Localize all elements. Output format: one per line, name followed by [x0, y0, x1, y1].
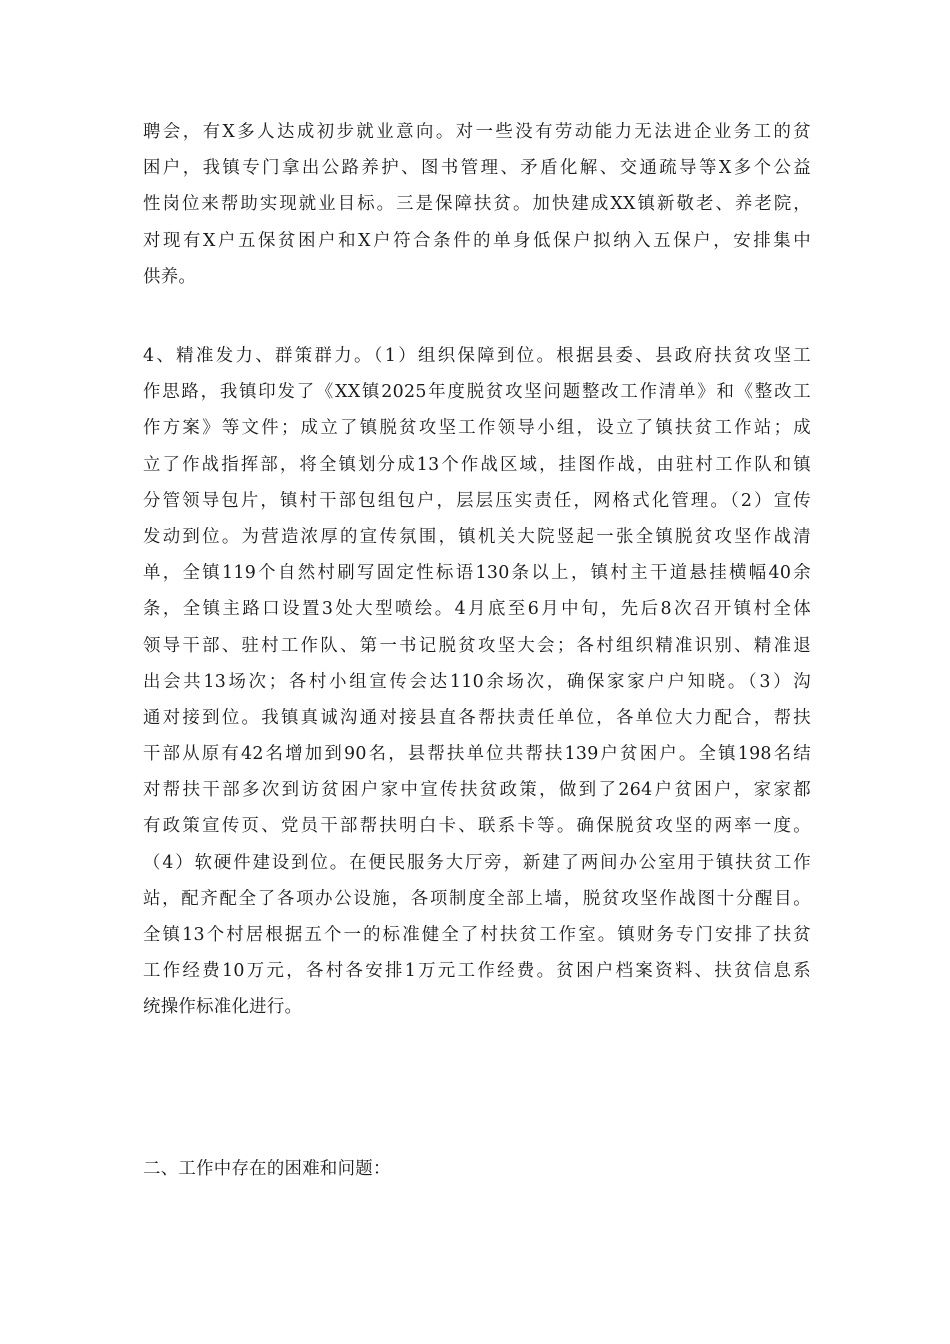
- text-line: 出会共13场次；各村小组宣传会达110余场次，确保家家户户知晓。（3）沟: [143, 671, 811, 692]
- paragraph-precise-effort: [143, 338, 811, 1026]
- text-line: 作方案》等文件；成立了镇脱贫攻坚工作领导小组，设立了镇扶贫工作站；成: [143, 418, 811, 439]
- text-line: 分管领导包片，镇村干部包组包户，层层压实责任，网格式化管理。（2）宣传: [143, 490, 811, 511]
- text-line: 通对接到位。我镇真诚沟通对接县直各帮扶责任单位，各单位大力配合，帮扶: [143, 707, 811, 728]
- text-line: 有政策宣传页、党员干部帮扶明白卡、联系卡等。确保脱贫攻坚的两率一度。: [143, 816, 811, 837]
- text-line: 供养。: [143, 266, 197, 287]
- text-line: 单，全镇119个自然村刷写固定性标语130条以上，镇村主干道悬挂横幅40余: [143, 563, 811, 584]
- text-line: （4）软硬件建设到位。在便民服务大厅旁，新建了两间办公室用于镇扶贫工作: [143, 852, 811, 873]
- text-line: 领导干部、驻村工作队、第一书记脱贫攻坚大会；各村组织精准识别、精准退: [143, 635, 811, 656]
- text-line: 干部从原有42名增加到90名，县帮扶单位共帮扶139户贫困户。全镇198名结: [143, 744, 811, 765]
- text-line: 立了作战指挥部，将全镇划分成13个作战区域，挂图作战，由驻村工作队和镇: [143, 454, 811, 475]
- text-line: 工作经费10万元，各村各安排1万元工作经费。贫困户档案资料、扶贫信息系: [143, 961, 811, 982]
- text-line: 对帮扶干部多次到访贫困户家中宣传扶贫政策，做到了264户贫困户，家家都: [143, 780, 811, 801]
- text-line: 困户，我镇专门拿出公路养护、图书管理、矛盾化解、交通疏导等X多个公益: [143, 158, 811, 179]
- text-line: 对现有X户五保贫困户和X户符合条件的单身低保户拟纳入五保户，安排集中: [143, 230, 811, 251]
- text-line: 条，全镇主路口设置3处大型喷绘。4月底至6月中旬，先后8次召开镇村全体: [143, 599, 811, 620]
- paragraph-employment-and-guarantee: [143, 114, 811, 295]
- text-line: 作思路，我镇印发了《XX镇2025年度脱贫攻坚问题整改工作清单》和《整改工: [143, 382, 811, 403]
- text-line: 站，配齐配全了各项办公设施，各项制度全部上墙，脱贫攻坚作战图十分醒目。: [143, 888, 811, 909]
- text-line: 发动到位。为营造浓厚的宣传氛围，镇机关大院竖起一张全镇脱贫攻坚作战清: [143, 526, 811, 547]
- text-line: 性岗位来帮助实现就业目标。三是保障扶贫。加快建成XX镇新敬老、养老院，: [143, 194, 811, 215]
- section-heading: 二、工作中存在的困难和问题：: [143, 1159, 391, 1179]
- section-heading-difficulties: [143, 1151, 811, 1187]
- text-line: 统操作标准化进行。: [143, 997, 303, 1018]
- text-line: 全镇13个村居根据五个一的标准健全了村扶贫工作室。镇财务专门安排了扶贫: [143, 925, 811, 945]
- text-line: 4、精准发力、群策群力。（1）组织保障到位。根据县委、县政府扶贫攻坚工: [143, 346, 811, 366]
- text-line: 聘会，有X多人达成初步就业意向。对一些没有劳动能力无法进企业务工的贫: [143, 122, 811, 142]
